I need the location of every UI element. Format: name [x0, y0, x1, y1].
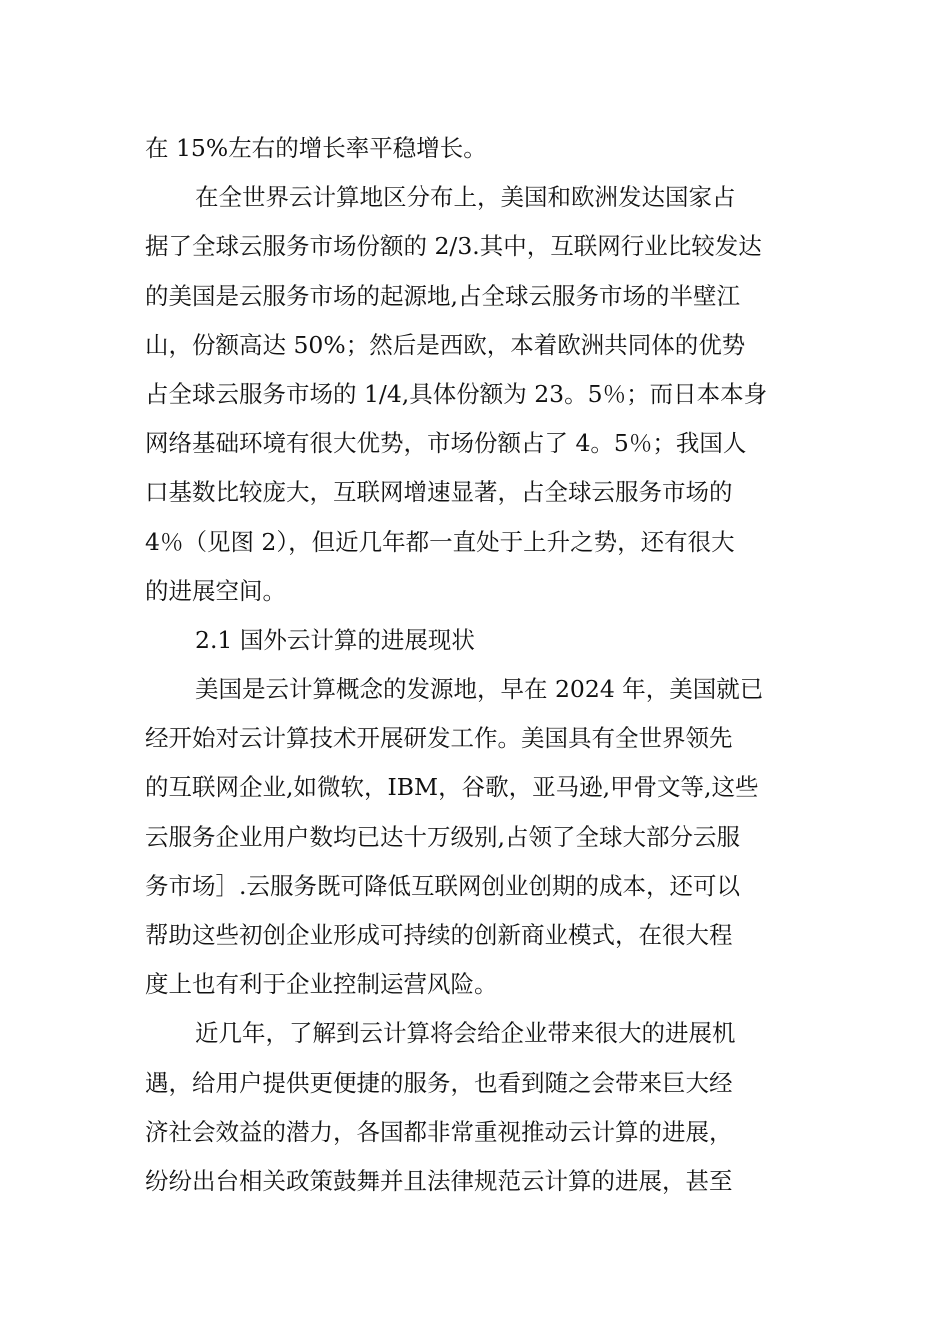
text-line: 经开始对云计算技术开展研发工作。美国具有全世界领先: [145, 724, 733, 753]
paragraph-start-line: 美国是云计算概念的发源地，早在 2024 年，美国就已: [195, 675, 764, 704]
document-body: [145, 124, 805, 1206]
text-line: 在 15%左右的增长率平稳增长。: [145, 134, 487, 162]
text-line: 的互联网企业,如微软，IBM，谷歌，亚马逊,甲骨文等,这些: [145, 773, 759, 802]
text-line: 的进展空间。: [145, 576, 286, 605]
paragraph-start-line: 在全世界云计算地区分布上，美国和欧洲发达国家占: [195, 183, 736, 212]
text-line: 务市场］.云服务既可降低互联网创业创期的成本，还可以: [145, 871, 740, 900]
text-line: 遇，给用户提供更便捷的服务，也看到随之会带来巨大经: [145, 1068, 733, 1097]
text-line: 帮助这些初创企业形成可持续的创新商业模式，在很大程: [145, 921, 733, 949]
text-line: 纷纷出台相关政策鼓舞并且法律规范云计算的进展，甚至: [145, 1166, 733, 1195]
paragraph-start-line: 近几年，了解到云计算将会给企业带来很大的进展机: [195, 1019, 736, 1048]
text-line: 度上也有利于企业控制运营风险。: [145, 970, 498, 999]
text-line: 据了全球云服务市场份额的 2/3.其中，互联网行业比较发达: [145, 232, 762, 261]
section-heading: 2.1 国外云计算的进展现状: [195, 625, 475, 654]
text-line: 4％（见图 2），但近几年都一直处于上升之势，还有很大: [145, 527, 735, 556]
text-line: 山，份额高达 50%；然后是西欧，本着欧洲共同体的优势: [145, 330, 746, 359]
text-line: 云服务企业用户数均已达十万级别,占领了全球大部分云服: [145, 822, 740, 851]
text-line: 的美国是云服务市场的起源地,占全球云服务市场的半壁江: [145, 281, 740, 310]
text-line: 网络基础环境有很大优势，市场份额占了 4。5％；我国人: [145, 429, 747, 458]
text-line: 口基数比较庞大，互联网增速显著，占全球云服务市场的: [145, 478, 733, 507]
text-line: 占全球云服务市场的 1/4,具体份额为 23。5％；而日本本身: [145, 379, 768, 408]
text-line: 济社会效益的潜力，各国都非常重视推动云计算的进展，: [145, 1117, 733, 1146]
